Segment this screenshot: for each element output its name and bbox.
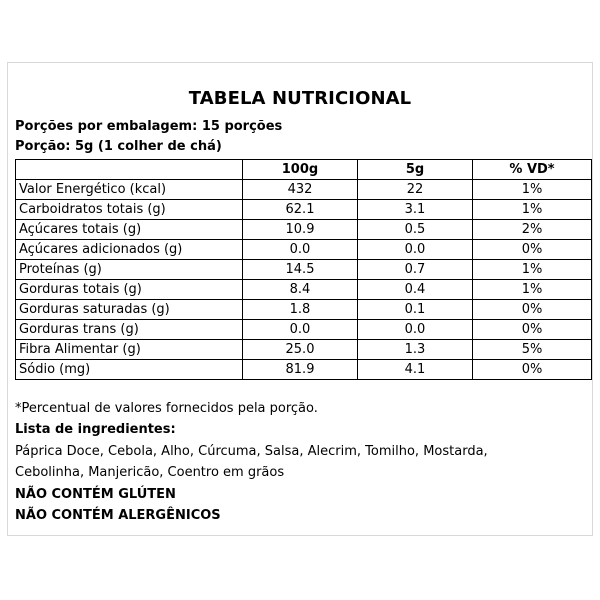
value-vd: 1% [473,180,592,200]
value-5g: 0.4 [358,280,473,300]
value-vd: 2% [473,220,592,240]
value-5g: 0.5 [358,220,473,240]
value-100g: 0.0 [243,320,358,340]
value-100g: 432 [243,180,358,200]
table-row [16,280,592,300]
value-vd: 1% [473,200,592,220]
table-row [16,320,592,340]
value-100g: 0.0 [243,240,358,260]
value-vd: 0% [473,300,592,320]
nutrient-name: Açúcares totais (g) [16,220,243,240]
page-title: TABELA NUTRICIONAL [188,88,412,109]
footnote: *Percentual de valores fornecidos pela porção. [15,401,318,416]
nutrition-table [15,159,592,380]
value-100g: 10.9 [243,220,358,240]
table-row [16,340,592,360]
value-5g: 0.0 [358,320,473,340]
nutrient-name: Carboidratos totais (g) [16,200,243,220]
table-row [16,180,592,200]
value-5g: 22 [358,180,473,200]
column-header-5g: 5g [358,160,473,180]
value-100g: 1.8 [243,300,358,320]
value-100g: 25.0 [243,340,358,360]
column-header-nutrient [16,160,243,180]
nutrient-name: Fibra Alimentar (g) [16,340,243,360]
ingredients-line-2: Cebolinha, Manjericão, Coentro em grãos [15,465,285,480]
value-vd: 0% [473,320,592,340]
table-row [16,240,592,260]
value-vd: 1% [473,260,592,280]
table-row [16,220,592,240]
nutrient-name: Açúcares adicionados (g) [16,240,243,260]
value-vd: 0% [473,360,592,380]
value-5g: 0.0 [358,240,473,260]
nutrient-name: Gorduras saturadas (g) [16,300,243,320]
allergen-notice: NÃO CONTÉM ALERGÊNICOS [15,508,221,523]
table-row [16,300,592,320]
value-5g: 0.7 [358,260,473,280]
table-body [16,180,592,380]
column-header-vd: % VD* [473,160,592,180]
value-100g: 62.1 [243,200,358,220]
ingredients-line-1: Páprica Doce, Cebola, Alho, Cúrcuma, Salsa, Alecrim, Tomilho, Mostarda, [15,444,488,459]
nutrient-name: Gorduras totais (g) [16,280,243,300]
value-5g: 4.1 [358,360,473,380]
table-header-row [16,160,592,180]
portion-size: Porção: 5g (1 colher de chá) [15,139,222,154]
nutrient-name: Valor Energético (kcal) [16,180,243,200]
table-row [16,360,592,380]
portions-per-package: Porções por embalagem: 15 porções [15,119,283,134]
value-vd: 0% [473,240,592,260]
value-100g: 14.5 [243,260,358,280]
nutrient-name: Gorduras trans (g) [16,320,243,340]
nutrient-name: Sódio (mg) [16,360,243,380]
value-5g: 0.1 [358,300,473,320]
gluten-notice: NÃO CONTÉM GLÚTEN [15,487,176,502]
column-header-100g: 100g [243,160,358,180]
ingredients-title: Lista de ingredientes: [15,422,176,437]
table-row [16,260,592,280]
table-row [16,200,592,220]
value-vd: 1% [473,280,592,300]
value-5g: 1.3 [358,340,473,360]
value-100g: 81.9 [243,360,358,380]
value-5g: 3.1 [358,200,473,220]
value-vd: 5% [473,340,592,360]
nutrient-name: Proteínas (g) [16,260,243,280]
value-100g: 8.4 [243,280,358,300]
